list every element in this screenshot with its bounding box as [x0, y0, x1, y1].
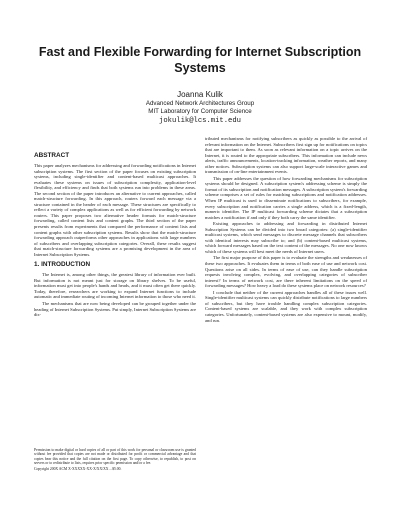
author-affiliation: Advanced Network Architectures Group — [145, 100, 255, 107]
paragraph: This paper addresses the question of how forwarding mechanisms for subscription systems should be designed. A subscription system's addressing scheme is simply the format of its subscription and notification messages. A subscription system's forwarding scheme comprises a set of rules for matching subscriptions and notification addresses. When IP multicast is used to disseminate notifications to subscribers, for example, every subscription and notification carries a single address, which is a fixed-length, numeric identifier. The IP multicast forwarding scheme dictates that a subscription matches a notification if and only if they both carry the same identifier. — [205, 175, 367, 220]
paragraph: The mechanisms that are now being developed can be grouped together under the heading of Internet Subscription Systems. Put simply, Internet Subscription Systems are dis- — [34, 301, 196, 318]
abstract-heading: ABSTRACT — [34, 152, 70, 159]
paragraph: Existing approaches to addressing and forwarding in distributed Internet Subscription Systems can be divided into two broad categories: (a) single-identifier multicast systems, which send messages to discrete message channels that subscribers with identical interests may subscribe to; and (b) content-based multicast systems, which forward messages based on the text content of the messages. No one now knows which of these systems will best meet the needs of Internet users. — [205, 221, 367, 254]
paragraph: tributed mechanisms for notifying subscribers as quickly as possible to the arrival of relevant information on the Internet. Subscribers first sign up for notifications on topics that are important to them. As soon as relevant information on a topic arrives on the Internet, it is routed to the appropriate subscribers. This information can include news alerts, traffic announcements, location-tracking information, weather reports, and many other notices. Subscription systems can also support large-scale interactive games and transmission of on-line entertainment events. — [205, 136, 367, 175]
left-column — [34, 152, 196, 319]
paragraph: The first major purpose of this paper is to evaluate the strengths and weaknesses of these two approaches. It evaluates them in terms of both ease of use and network cost. Questions arise on all sides. In terms of ease of use, can they handle subscription requests involving complex, evolving, and overlapping categories of subscriber interest? In terms of network cost, are there inherent limitations on the speed of forwarding messages? How heavy a load do these systems place on network resources? — [205, 255, 367, 289]
right-column — [205, 136, 367, 324]
author-affiliation: MIT Laboratory for Computer Science — [148, 108, 252, 115]
paper-title: Fast and Flexible Forwarding for Internet Subscription Systems — [38, 45, 362, 75]
author-block — [20, 90, 380, 126]
abstract-text: This paper analyzes mechanisms for addressing and forwarding notifications in Internet subscription systems. The first section of the paper focuses on existing subscription systems, including single-identifier and content-based multicast approaches. It evaluates these systems on issues of subscription complexity, application-level flexibility, and efficiency and finds that both systems run into problems in these areas. The second section of the paper introduces an alternative to current approaches, called match-structure forwarding. In this approach, routers forward each message via a structure contained in the header of each message. These structures are specifically to reflect a variety of complex applications as well as for efficient forwarding by network routers. This paper proposes two alternative header formats for match-structure forwarding, called content lists and content graphs. The third section of the paper presents results from experiments that compared the performance of content lists and content graphs with other subscription systems. Results show that the match-structure forwarding approach outperforms other approaches in applications with large numbers of subscribers and overlapping subscription categories. Overall, these results suggest that match-structure forwarding systems are a promising development in the area of Internet Subscription Systems. — [34, 163, 196, 257]
author-email: jokulik@lcs.mit.edu — [159, 117, 241, 125]
author-name: Joanna Kulik — [177, 90, 223, 99]
paragraph: The Internet is, among other things, the greatest library of information ever built. But information is not meant just for storage on library shelves. To be useful, information must get into people's hands and heads, and it must often get there quickly. Today, therefore, researchers are working to expand Internet functions to include automatic and immediate routing of incoming Internet information to those who need it. — [34, 272, 196, 300]
copyright-footnote — [34, 448, 196, 472]
paragraph: I conclude that neither of the current approaches handles all of these issues well. Single-identifier multicast systems can quickly distribute notifications to large numbers of subscribers, but they have trouble handling complex subscription categories. Content-based systems are scalable, and they work with complex subscription categories. Unfortunately, content-based systems are also expensive to mount, modify, and run. — [205, 289, 367, 323]
copyright-line: Copyright 200X ACM X-XXXXX-XX-X/XX/XX ...$5.00. — [34, 466, 122, 471]
section-heading: 1. INTRODUCTION — [34, 261, 91, 269]
permission-notice: Permission to make digital or hard copies of all or part of this work for personal or classroom use is granted without fee provided that copies are not made or distributed for profit or commercial advantage and that copies bear this notice and the full citation on the first page. To copy otherwise, to republish, to post on servers or to redistribute to lists, requires prior specific permission and/or a fee. — [34, 448, 196, 466]
